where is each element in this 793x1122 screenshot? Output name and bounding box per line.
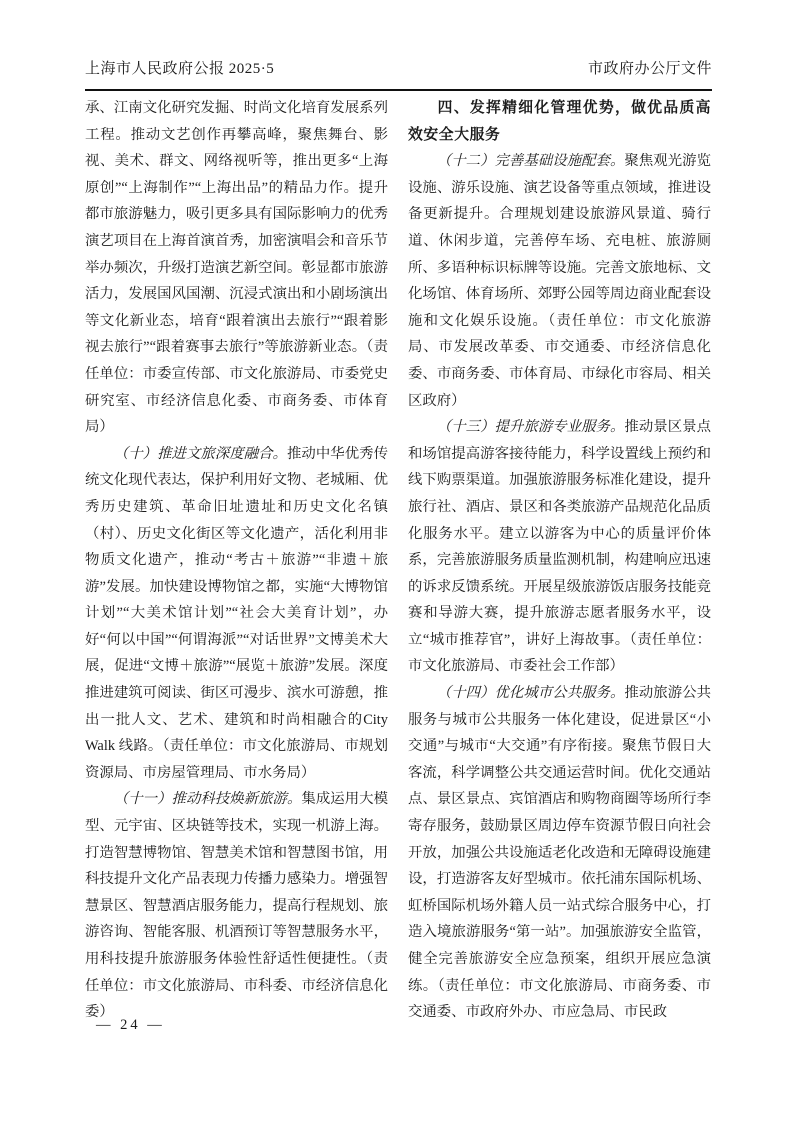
item-12-title: （十二）完善基础设施配套。 — [436, 153, 625, 170]
body-columns — [85, 95, 711, 1026]
section-4-heading: 四、发挥精细化管理优势，做优品质高效安全大服务 — [408, 100, 711, 143]
page-footer — [96, 1017, 165, 1034]
right-column — [408, 95, 711, 1026]
paragraph-text: 推动旅游公共服务与城市公共服务一体化建设，促进景区“小交通”与城市“大交通”有序衔接。聚焦节假日大客流，科学调整公共交通运营时间。优化交通站点、景区景点、宾馆酒店和购物商圈等场所行李寄存服务，鼓励景区周边停车资源节假日向社会开放，加强公共设施适老化改造和无障碍设施建设，打造游客友好型城市。依托浦东国际机场、虹桥国际机场外籍人员一站式综合服务中心，打造入境旅游服务“第一站”。加强旅游安全监管，健全完善旅游安全应急预案，组织开展应急演练。（责任单位：市文化旅游局、市商务委、市交通委、市政府外办、市应急局、市民政 — [408, 685, 711, 1021]
paragraph-text: 集成运用大模型、元宇宙、区块链等技术，实现一机游上海。打造智慧博物馆、智慧美术馆和智慧图书馆，用科技提升文化产品表现力传播力感染力。增强智慧景区、智慧酒店服务能力，提高行程规划、旅游咨询、智能客服、机酒预订等智慧服务水平，用科技提升旅游服务体验性舒适性便捷性。（责任单位：市文化旅游局、市科委、市经济信息化委） — [85, 791, 388, 1021]
paragraph-text: 推动景区景点和场馆提高游客接待能力，科学设置线上预约和线下购票渠道。加强旅游服务标准化建设，提升旅行社、酒店、景区和各类旅游产品规范化品质化服务水平。建立以游客为中心的质量评价体系，完善旅游服务质量监测机制，构建响应迅速的诉求反馈系统。开展星级旅游饭店服务技能竞赛和导游大赛，提升旅游志愿者服务水平，设立“城市推荐官”，讲好上海故事。（责任单位：市文化旅游局、市委社会工作部） — [408, 419, 711, 675]
paragraph-text: 推动中华优秀传统文化现代表达，保护利用好文物、老城厢、优秀历史建筑、革命旧址遗址和历史文化名镇（村）、历史文化街区等文化遗产，活化利用非物质文化遗产，推动“考古＋旅游”“非遗＋旅游”发展。加快建设博物馆之都，实施“大博物馆计划”“大美术馆计划”“社会大美育计划”，办好“何以中国”“何谓海派”“对话世界”文博美术大展，促进“文博＋旅游”“展览＋旅游”发展。深度推进建筑可阅读、街区可漫步、滨水可游憩，推出一批人文、艺术、建筑和时尚相融合的City Walk 线路。（责任单位：市文化旅游局、市规划资源局、市房屋管理局、市水务局） — [85, 445, 388, 781]
item-14-title: （十四）优化城市公共服务。 — [436, 685, 625, 702]
header-rule — [85, 89, 712, 91]
item-10-title: （十）推进文旅深度融合。 — [113, 445, 287, 462]
item-13-title: （十三）提升旅游专业服务。 — [436, 419, 625, 436]
page-number: — 24 — — [96, 1017, 165, 1033]
page-header — [85, 57, 712, 78]
paragraph-continuation — [85, 95, 388, 441]
paragraph-item-10 — [85, 441, 388, 787]
paragraph-text: 承、江南文化研究发掘、时尚文化培育发展系列工程。推动文艺创作再攀高峰，聚焦舞台、影视、美术、群文、网络视听等，推出更多“上海原创”“上海制作”“上海出品”的精品力作。提升都市旅游魅力，吸引更多具有国际影响力的优秀演艺项目在上海首演首秀，加密演唱会和音乐节举办频次，升级打造演艺新空间。彰显都市旅游活力，发展国风国潮、沉浸式演出和小剧场演出等文化新业态，培育“跟着演出去旅行”“跟着影视去旅行”“跟着赛事去旅行”等旅游新业态。（责任单位：市委宣传部、市文化旅游局、市委党史研究室、市经济信息化委、市商务委、市体育局） — [85, 100, 388, 436]
left-column — [85, 95, 388, 1026]
paragraph-item-13 — [408, 414, 711, 680]
paragraph-item-14 — [408, 680, 711, 1026]
paragraph-text: 聚焦观光游览设施、游乐设施、演艺设备等重点领域，推进设备更新提升。合理规划建设旅游风景道、骑行道、休闲步道，完善停车场、充电桩、旅游厕所、多语种标识标牌等设施。完善文旅地标、文化场馆、体育场所、郊野公园等周边商业配套设施和文化娱乐设施。（责任单位：市文化旅游局、市发展改革委、市交通委、市经济信息化委、市商务委、市体育局、市绿化市容局、相关区政府） — [408, 153, 711, 409]
header-section-label: 市政府办公厅文件 — [587, 61, 712, 77]
paragraph-item-11 — [85, 786, 388, 1025]
item-11-title: （十一）推动科技焕新旅游。 — [113, 791, 302, 808]
header-journal-title: 上海市人民政府公报 2025·5 — [85, 61, 275, 77]
paragraph-item-12 — [408, 148, 711, 414]
